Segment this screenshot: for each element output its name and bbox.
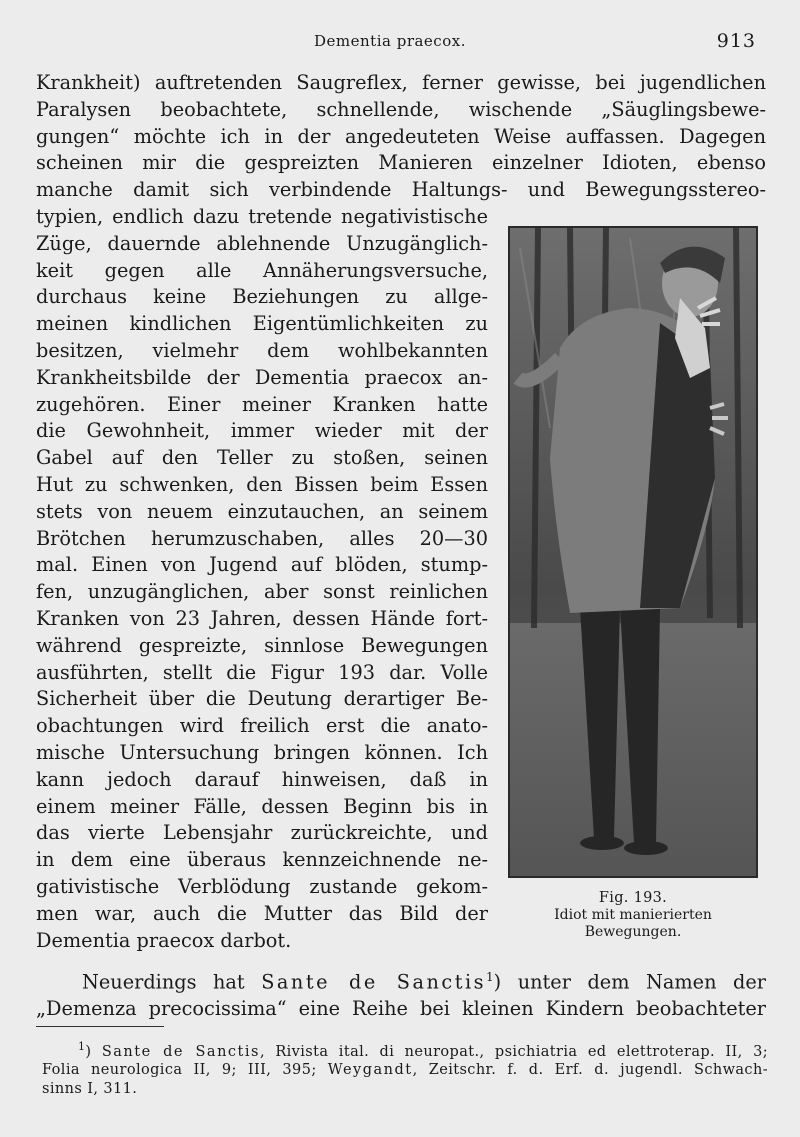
text-fragment: Neuerdings hat xyxy=(82,970,245,994)
paragraph-column xyxy=(36,204,488,954)
figure-photograph xyxy=(508,226,758,878)
text-line: „Demenza precocissima“ eine Reihe bei kleinen Kindern beobachteter xyxy=(36,997,766,1021)
text-line: gativistische Verblödung zustande gekom- xyxy=(36,874,488,898)
running-head xyxy=(0,30,800,54)
text-line: zugehören. Einer meiner Kranken hatte xyxy=(36,392,488,416)
text-line: obachtungen wird freilich erst die anato- xyxy=(36,714,488,738)
paragraph-bottom xyxy=(36,964,766,1023)
text-line: Züge, dauernde ablehnende Unzugänglich- xyxy=(36,231,488,255)
text-line: besitzen, vielmehr dem wohlbekannten xyxy=(36,338,488,362)
text-line: manche damit sich verbindende Haltungs- und Bewegungsstereo- xyxy=(36,178,766,202)
text-line: Krankheitsbilde der Dementia praecox an- xyxy=(36,365,488,389)
text-line xyxy=(36,964,766,996)
text-line: Sicherheit über die Deutung derartiger Be- xyxy=(36,687,488,711)
footnote-line xyxy=(42,1061,768,1080)
text-line: typien, endlich dazu tretende negativistische xyxy=(36,205,488,228)
text-line: das vierte Lebensjahr zurückreichte, und xyxy=(36,821,488,845)
page-number: 913 xyxy=(716,30,756,52)
text-line: men war, auch die Mutter das Bild der xyxy=(36,901,488,925)
text-line: in dem eine überaus kennzeichnende ne- xyxy=(36,848,488,872)
author-name: Weygandt xyxy=(327,1062,413,1079)
text-line: keit gegen alle Annäherungsversuche, xyxy=(36,258,488,282)
caption-line: Idiot mit manierierten xyxy=(554,907,712,923)
author-name: Sante de Sanctis xyxy=(101,1043,260,1060)
text-line: Hut zu schwenken, den Bissen beim Essen xyxy=(36,472,488,496)
text-line: mische Untersuchung bringen können. Ich xyxy=(36,740,488,764)
text-line: die Gewohnheit, immer wieder mit der xyxy=(36,419,488,443)
footnote-line: sinns I, 311. xyxy=(42,1081,138,1098)
author-name: Sante de Sanctis xyxy=(261,970,487,994)
text-line: während gespreizte, sinnlose Bewegungen xyxy=(36,633,488,657)
text-line: Paralysen beobachtete, schnellende, wischende „Säuglingsbewe- xyxy=(36,97,766,121)
footnote-marker: 1 xyxy=(486,970,494,984)
text-line: gungen“ möchte ich in der angedeuteten Weise auffassen. Dagegen xyxy=(36,124,766,148)
footnote-line: $^1$) Sante de Sanctis, Rivista ital. di neuropat., psichiatria ed elettroterap. II, 3; xyxy=(78,1040,768,1060)
text-line: Kranken von 23 Jahren, dessen Hände fort- xyxy=(36,606,488,630)
paragraph-top xyxy=(36,70,766,204)
text-line: mal. Einen von Jugend auf blöden, stump- xyxy=(36,553,488,577)
figure-caption xyxy=(508,890,758,941)
photo-illustration xyxy=(510,228,756,876)
running-title: Dementia praecox. xyxy=(314,32,466,50)
text-line: Krankheit) auftretenden Saugreflex, ferner gewisse, bei jugendlichen xyxy=(36,71,766,94)
text-line: meinen kindlichen Eigentümlichkeiten zu xyxy=(36,312,488,336)
text-line: Gabel auf den Teller zu stoßen, seinen xyxy=(36,446,488,470)
text-fragment: ) unter dem Namen der xyxy=(493,970,766,994)
footnote-divider xyxy=(36,1026,164,1027)
citation-text: Folia neurologica II, 9; III, 395; xyxy=(42,1062,317,1079)
footnote xyxy=(42,1038,768,1099)
caption-line: Bewegungen. xyxy=(584,924,682,940)
citation-text: , Zeitschr. f. d. Erf. d. jugendl. Schwach- xyxy=(412,1062,768,1079)
text-line: scheinen mir die gespreizten Manieren einzelner Idioten, ebenso xyxy=(36,151,766,175)
text-line: durchaus keine Beziehungen zu allge- xyxy=(36,285,488,309)
text-line: fen, unzugänglichen, aber sonst reinlichen xyxy=(36,580,488,604)
figure-label: Fig. 193. xyxy=(598,890,668,906)
text-line: Brötchen herumzuschaben, alles 20—30 xyxy=(36,526,488,550)
text-line: einem meiner Fälle, dessen Beginn bis in xyxy=(36,794,488,818)
text-line: ausführten, stellt die Figur 193 dar. Volle xyxy=(36,660,488,684)
text-line: stets von neuem einzutauchen, an seinem xyxy=(36,499,488,523)
footnote-marker: 1 xyxy=(78,1040,86,1053)
text-line: Dementia praecox darbot. xyxy=(36,928,292,952)
text-line: kann jedoch darauf hinweisen, daß in xyxy=(36,767,488,791)
citation-text: , Rivista ital. di neuropat., psichiatria ed elettroterap. II, 3; xyxy=(259,1043,768,1060)
